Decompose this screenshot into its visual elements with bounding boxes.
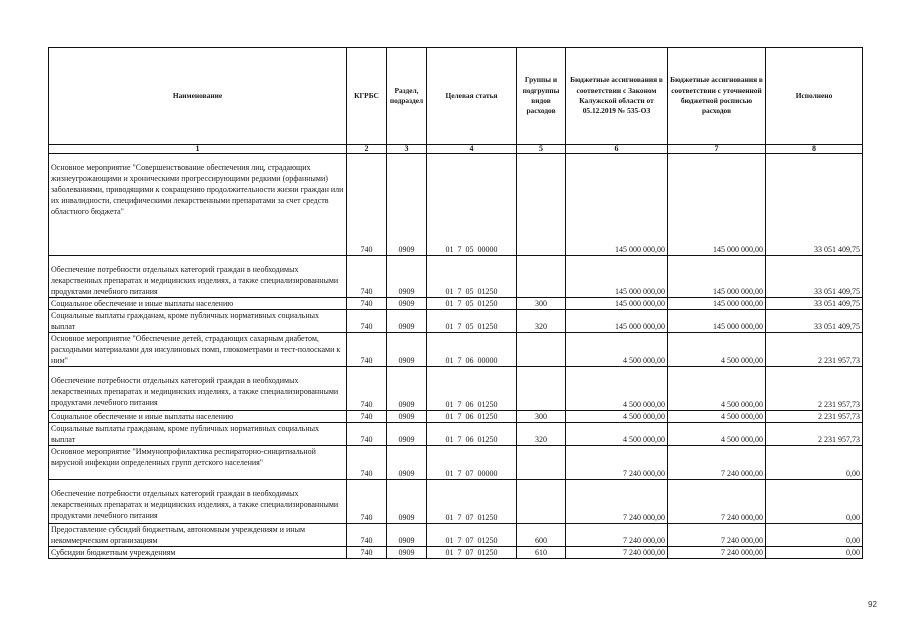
cell-section: 0909	[387, 333, 427, 367]
cell-kgrbs: 740	[347, 524, 387, 547]
cell-executed: 2 231 957,73	[766, 333, 863, 367]
cell-law: 145 000 000,00	[566, 256, 668, 298]
cell-kgrbs: 740	[347, 480, 387, 524]
cell-law: 4 500 000,00	[566, 333, 668, 367]
cell-name-text: Обеспечение потребности отдельных категорий граждан в необходимых лекарственных препаратах и медицинских изделиях, а также специализированными продуктами лечебного питания	[51, 376, 339, 407]
header-law: Бюджетные ассигнования в соответствии с Законом Калужской области от 05.12.2019 № 535-ОЗ	[566, 48, 668, 145]
cell-group	[517, 256, 566, 298]
cell-law: 4 500 000,00	[566, 423, 668, 446]
cell-refined: 145 000 000,00	[668, 298, 766, 310]
cell-name-text: Субсидии бюджетным учреждениям	[51, 548, 176, 557]
cell-kgrbs: 740	[347, 310, 387, 333]
column-number: 5	[517, 145, 566, 154]
cell-section: 0909	[387, 547, 427, 559]
cell-group	[517, 480, 566, 524]
cell-group: 300	[517, 298, 566, 310]
cell-name-text: Основное мероприятие "Иммунопрофилактика респираторно-синцитиальной вирусной инфекции определенных групп детского населения"	[51, 447, 316, 467]
cell-law: 7 240 000,00	[566, 547, 668, 559]
cell-name-text: Обеспечение потребности отдельных категорий граждан в необходимых лекарственных препаратах и медицинских изделиях, а также специализированными продуктами лечебного питания	[51, 265, 339, 296]
cell-target: 01 7 05 01250	[427, 298, 517, 310]
cell-section: 0909	[387, 256, 427, 298]
column-number: 3	[387, 145, 427, 154]
cell-name-text: Основное мероприятие "Совершенствование обеспечения лиц, страдающих жизнеугрожающими и хроническими прогрессирующими редкими (орфанными) заболеваниями, приводящими к сокращению продолжительности жизни граждан или их инвалидности, специфическими лекарственными препаратами за счет средств областного бюджета"	[51, 163, 344, 216]
column-number: 8	[766, 145, 863, 154]
cell-refined: 7 240 000,00	[668, 446, 766, 480]
page-number: 92	[868, 600, 877, 609]
cell-refined: 4 500 000,00	[668, 411, 766, 423]
cell-name-text: Социальное обеспечение и иные выплаты населению	[51, 412, 234, 421]
cell-group	[517, 367, 566, 411]
cell-executed: 0,00	[766, 547, 863, 559]
table-row	[49, 446, 863, 480]
cell-group: 320	[517, 423, 566, 446]
cell-law: 4 500 000,00	[566, 411, 668, 423]
table-row	[49, 480, 863, 524]
cell-kgrbs: 740	[347, 423, 387, 446]
cell-section: 0909	[387, 423, 427, 446]
header-refined: Бюджетные ассигнования в соответствии с уточненной бюджетной росписью расходов	[668, 48, 766, 145]
table-row	[49, 547, 863, 559]
column-numbers-row	[49, 145, 863, 154]
cell-name-text: Основное мероприятие "Обеспечение детей, страдающих сахарным диабетом, расходными материалами для инсулиновых помп, глюкометрами и тест-полосками к ним"	[51, 334, 341, 365]
budget-document	[48, 47, 863, 559]
cell-law: 7 240 000,00	[566, 480, 668, 524]
column-number: 1	[49, 145, 347, 154]
cell-kgrbs: 740	[347, 547, 387, 559]
cell-kgrbs: 740	[347, 256, 387, 298]
header-executed: Исполнено	[766, 48, 863, 145]
cell-group	[517, 446, 566, 480]
cell-target: 01 7 05 01250	[427, 256, 517, 298]
cell-refined: 4 500 000,00	[668, 333, 766, 367]
cell-target: 01 7 05 01250	[427, 310, 517, 333]
cell-group: 320	[517, 310, 566, 333]
header-kgrbs: КГРБС	[347, 48, 387, 145]
cell-name	[49, 154, 347, 256]
cell-law: 145 000 000,00	[566, 154, 668, 256]
cell-target: 01 7 05 00000	[427, 154, 517, 256]
cell-target: 01 7 06 01250	[427, 423, 517, 446]
cell-executed: 33 051 409,75	[766, 310, 863, 333]
table-row	[49, 154, 863, 256]
table-row	[49, 310, 863, 333]
cell-law: 145 000 000,00	[566, 310, 668, 333]
cell-executed: 33 051 409,75	[766, 256, 863, 298]
cell-name	[49, 446, 347, 480]
table-row	[49, 423, 863, 446]
cell-executed: 2 231 957,73	[766, 367, 863, 411]
cell-law: 145 000 000,00	[566, 298, 668, 310]
cell-name	[49, 480, 347, 524]
cell-kgrbs: 740	[347, 446, 387, 480]
table-row	[49, 411, 863, 423]
header-groups: Группы и подгруппы видов расходов	[517, 48, 566, 145]
cell-refined: 145 000 000,00	[668, 310, 766, 333]
cell-section: 0909	[387, 298, 427, 310]
cell-executed: 0,00	[766, 446, 863, 480]
cell-name	[49, 524, 347, 547]
cell-refined: 145 000 000,00	[668, 154, 766, 256]
cell-section: 0909	[387, 367, 427, 411]
cell-section: 0909	[387, 411, 427, 423]
table-row	[49, 256, 863, 298]
cell-name	[49, 423, 347, 446]
cell-executed: 0,00	[766, 524, 863, 547]
cell-law: 4 500 000,00	[566, 367, 668, 411]
cell-refined: 7 240 000,00	[668, 547, 766, 559]
cell-target: 01 7 06 01250	[427, 367, 517, 411]
cell-name	[49, 298, 347, 310]
header-section: Раздел, подраздел	[387, 48, 427, 145]
cell-group	[517, 154, 566, 256]
cell-name-text: Предоставление субсидий бюджетным, автономным учреждениям и иным некоммерческим организациям	[51, 525, 306, 545]
cell-executed: 33 051 409,75	[766, 154, 863, 256]
table-row	[49, 333, 863, 367]
cell-name	[49, 310, 347, 333]
cell-name-text: Социальные выплаты гражданам, кроме публичных нормативных социальных выплат	[51, 311, 319, 331]
table-row	[49, 524, 863, 547]
header-name: Наименование	[49, 48, 347, 145]
cell-name	[49, 367, 347, 411]
cell-name-text: Социальные выплаты гражданам, кроме публичных нормативных социальных выплат	[51, 424, 319, 444]
table-row	[49, 367, 863, 411]
cell-section: 0909	[387, 310, 427, 333]
cell-group: 300	[517, 411, 566, 423]
cell-section: 0909	[387, 524, 427, 547]
column-number: 7	[668, 145, 766, 154]
cell-refined: 4 500 000,00	[668, 423, 766, 446]
column-number: 6	[566, 145, 668, 154]
cell-name	[49, 547, 347, 559]
cell-section: 0909	[387, 446, 427, 480]
cell-name	[49, 333, 347, 367]
cell-name	[49, 411, 347, 423]
budget-table	[48, 47, 863, 559]
cell-refined: 145 000 000,00	[668, 256, 766, 298]
cell-section: 0909	[387, 154, 427, 256]
cell-target: 01 7 06 01250	[427, 411, 517, 423]
cell-kgrbs: 740	[347, 367, 387, 411]
cell-group: 610	[517, 547, 566, 559]
cell-section: 0909	[387, 480, 427, 524]
cell-refined: 7 240 000,00	[668, 480, 766, 524]
cell-name-text: Обеспечение потребности отдельных категорий граждан в необходимых лекарственных препаратах и медицинских изделиях, а также специализированными продуктами лечебного питания	[51, 489, 339, 520]
cell-group: 600	[517, 524, 566, 547]
cell-target: 01 7 07 01250	[427, 480, 517, 524]
header-target: Целевая статья	[427, 48, 517, 145]
cell-executed: 2 231 957,73	[766, 411, 863, 423]
column-number: 4	[427, 145, 517, 154]
cell-name-text: Социальное обеспечение и иные выплаты населению	[51, 299, 234, 308]
cell-kgrbs: 740	[347, 298, 387, 310]
cell-target: 01 7 06 00000	[427, 333, 517, 367]
cell-kgrbs: 740	[347, 154, 387, 256]
cell-name	[49, 256, 347, 298]
cell-kgrbs: 740	[347, 411, 387, 423]
cell-kgrbs: 740	[347, 333, 387, 367]
table-row	[49, 298, 863, 310]
cell-target: 01 7 07 01250	[427, 547, 517, 559]
cell-refined: 4 500 000,00	[668, 367, 766, 411]
cell-group	[517, 333, 566, 367]
cell-law: 7 240 000,00	[566, 524, 668, 547]
table-header-row	[49, 48, 863, 145]
cell-target: 01 7 07 00000	[427, 446, 517, 480]
cell-target: 01 7 07 01250	[427, 524, 517, 547]
column-number: 2	[347, 145, 387, 154]
cell-executed: 0,00	[766, 480, 863, 524]
cell-executed: 2 231 957,73	[766, 423, 863, 446]
cell-law: 7 240 000,00	[566, 446, 668, 480]
cell-refined: 7 240 000,00	[668, 524, 766, 547]
cell-executed: 33 051 409,75	[766, 298, 863, 310]
